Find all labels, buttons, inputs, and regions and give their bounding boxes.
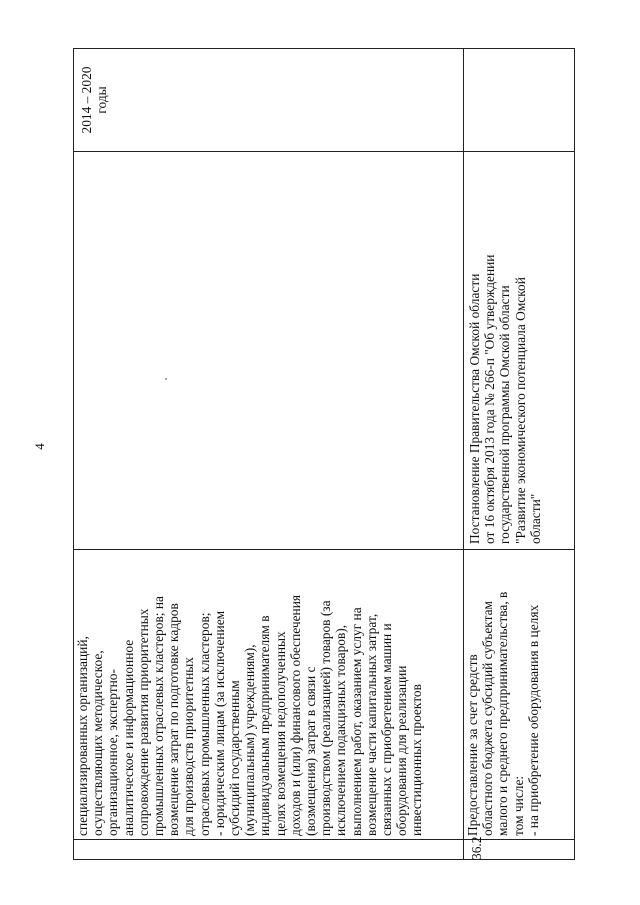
description-line: возмещение части капитальных затрат, (363, 613, 379, 836)
description-line: Предоставление за счет средств (465, 654, 480, 836)
description-line: том числе: (510, 775, 526, 836)
description-cell (463, 550, 575, 840)
description-line: осуществляющих методическое, (90, 650, 106, 836)
description-line: отраслевых промышленных кластеров; (196, 612, 212, 836)
description-line: (муниципальным) учреждениям), (242, 644, 258, 836)
description-line: инвестиционных проектов (409, 684, 425, 836)
term-text (73, 48, 110, 152)
basis-line: государственной программы Омской области (497, 285, 513, 544)
description-line: доходов и (или) финансового обеспечения (287, 594, 303, 836)
basis-line: области" (527, 493, 543, 544)
description-line: индивидуальным предпринимателям в (257, 615, 273, 836)
description-line: связанных с приобретением машин и (379, 623, 395, 836)
basis-line: от 16 октября 2013 года № 266-п "Об утверждении (482, 254, 498, 544)
description-line: аналитическое и информационное (120, 639, 136, 836)
term-line: годы (94, 86, 110, 114)
description-line: субсидий государственным (227, 680, 243, 836)
description-line: организационное, экспертно- (105, 669, 121, 836)
term-cell (73, 48, 185, 152)
row-description-text (463, 550, 543, 840)
basis-line: "Развитие экономического потенциала Омской (512, 277, 528, 544)
term-line: 2014 – 2020 (79, 66, 94, 134)
page-number: 4 (31, 443, 47, 450)
description-line: (возмещения) затрат в связи с (303, 666, 319, 836)
description-line: промышленных отраслевых кластеров; на (151, 596, 167, 836)
description-line: областного бюджета субсидий субъектам (480, 600, 496, 836)
description-line: сопровождение развития приоритетных (135, 608, 151, 836)
continued-description-cell (73, 550, 463, 840)
description-line: - юридическим лицам (за исключением (211, 610, 227, 836)
continued-description-text (73, 550, 427, 840)
legal-basis-text (463, 152, 547, 550)
description-line: возмещение затрат по подготовке кадров (166, 603, 182, 836)
description-line: - на приобретение оборудования в целях (525, 604, 541, 836)
legal-basis-cell (463, 152, 575, 550)
description-line: для производств приоритетных (181, 657, 197, 836)
row-number-cell (463, 836, 575, 860)
basis-line: Постановление Правительства Омской области (467, 273, 482, 544)
description-line: производством (реализацией) товаров (за (318, 600, 334, 836)
rotated-table (73, 48, 575, 860)
description-line: целях возмещения недополученных (272, 631, 288, 836)
scan-speck (165, 378, 167, 380)
description-line: малого и среднего предпринимательства, в (495, 591, 511, 836)
description-line: специализированных организаций, (75, 636, 90, 836)
row-number: 36.2 (469, 836, 484, 860)
description-line: выполнением работ, оказанием услуг на (348, 607, 364, 836)
description-line: оборудования для реализации (394, 665, 410, 836)
description-line: исключением подакцизных товаров), (333, 624, 349, 836)
